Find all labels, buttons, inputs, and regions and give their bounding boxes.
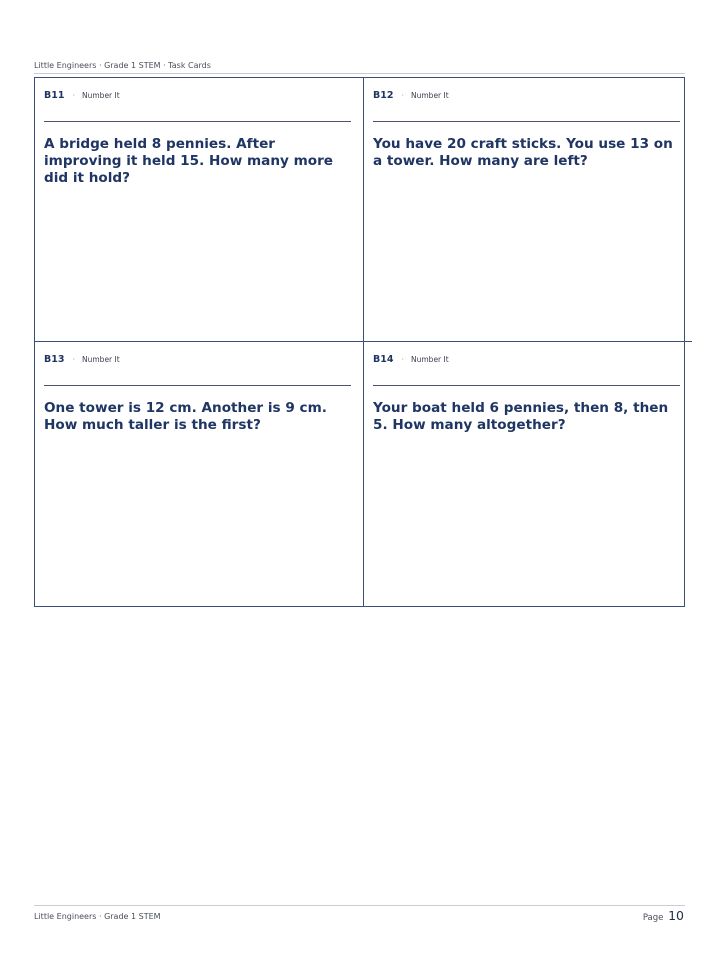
card-id: B12 <box>373 90 394 101</box>
task-card <box>364 78 692 342</box>
card-category: Number It <box>82 91 120 100</box>
card-category: Number It <box>82 355 120 364</box>
card-separator: · <box>72 91 76 100</box>
task-card <box>35 342 364 606</box>
card-question: A bridge held 8 pennies. After improving it held 15. How many more did it hold? <box>44 136 334 186</box>
task-card <box>364 342 692 606</box>
card-id: B13 <box>44 354 65 365</box>
card-divider <box>44 385 351 386</box>
card-separator: · <box>72 355 76 364</box>
footer-title: Little Engineers · Grade 1 STEM <box>34 912 161 921</box>
card-id: B14 <box>373 354 394 365</box>
task-card <box>35 78 364 342</box>
page-label: Page <box>642 913 664 923</box>
page-number: 10 <box>668 908 684 923</box>
card-question: Your boat held 6 pennies, then 8, then 5. How many altogether? <box>373 400 669 433</box>
card-header <box>44 90 354 104</box>
card-separator: · <box>401 91 405 100</box>
card-header <box>373 90 683 104</box>
card-separator: · <box>401 355 405 364</box>
card-question: You have 20 craft sticks. You use 13 on a tower. How many are left? <box>373 136 673 169</box>
card-category: Number It <box>411 91 449 100</box>
card-divider <box>373 121 680 122</box>
card-divider <box>373 385 680 386</box>
task-card-grid <box>34 77 685 607</box>
card-id: B11 <box>44 90 65 101</box>
card-header <box>373 354 683 368</box>
header-title: Little Engineers · Grade 1 STEM · Task Cards <box>34 61 211 70</box>
header-divider <box>34 73 685 74</box>
footer-divider <box>34 905 685 906</box>
page-indicator <box>643 908 684 923</box>
card-category: Number It <box>411 355 449 364</box>
card-header <box>44 354 354 368</box>
card-question: One tower is 12 cm. Another is 9 cm. How much taller is the first? <box>44 400 327 433</box>
card-divider <box>44 121 351 122</box>
